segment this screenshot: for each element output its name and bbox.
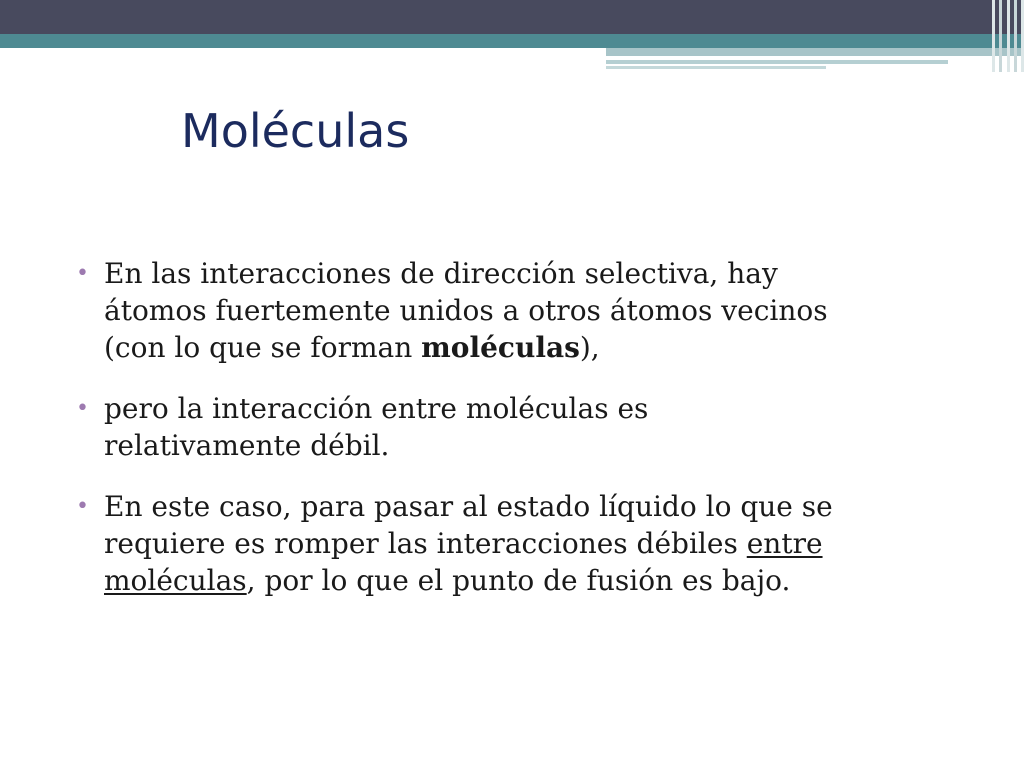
bullet-3-underlined-moleculas: moléculas bbox=[104, 564, 247, 597]
slide-title: Moléculas bbox=[181, 104, 410, 158]
bullet-1-line-3-suffix: ), bbox=[579, 331, 600, 364]
header-stripes bbox=[992, 0, 1024, 72]
header-line-2 bbox=[606, 66, 826, 69]
bullet-item-1 bbox=[72, 255, 972, 366]
bullet-1-line-1: En las interacciones de dirección selectiva, hay bbox=[104, 257, 778, 290]
bullet-item-3 bbox=[72, 488, 972, 599]
bullet-1-bold-term: moléculas bbox=[421, 331, 580, 364]
bullet-3-underlined-entre: entre bbox=[746, 527, 823, 560]
bullet-3-line-3-suffix: , por lo que el punto de fusión es bajo. bbox=[246, 564, 791, 597]
header-band-dark bbox=[0, 0, 1024, 34]
bullet-icon: • bbox=[76, 261, 89, 286]
header-band-teal bbox=[0, 34, 1024, 48]
bullet-3-line-1: En este caso, para pasar al estado líquido lo que se bbox=[104, 490, 833, 523]
header-band-light bbox=[606, 48, 1024, 56]
bullet-2-line-1: pero la interacción entre moléculas es bbox=[104, 392, 649, 425]
header-line-1 bbox=[606, 60, 948, 64]
bullet-item-2 bbox=[72, 390, 972, 464]
bullet-1-line-2: átomos fuertemente unidos a otros átomos vecinos bbox=[104, 294, 828, 327]
bullet-2-line-2: relativamente débil. bbox=[104, 429, 390, 462]
bullet-icon: • bbox=[76, 494, 89, 519]
bullet-icon: • bbox=[76, 396, 89, 421]
bullet-list bbox=[72, 255, 972, 623]
bullet-3-line-2-prefix: requiere es romper las interacciones débiles bbox=[104, 527, 747, 560]
bullet-1-line-3-prefix: (con lo que se forman bbox=[104, 331, 422, 364]
